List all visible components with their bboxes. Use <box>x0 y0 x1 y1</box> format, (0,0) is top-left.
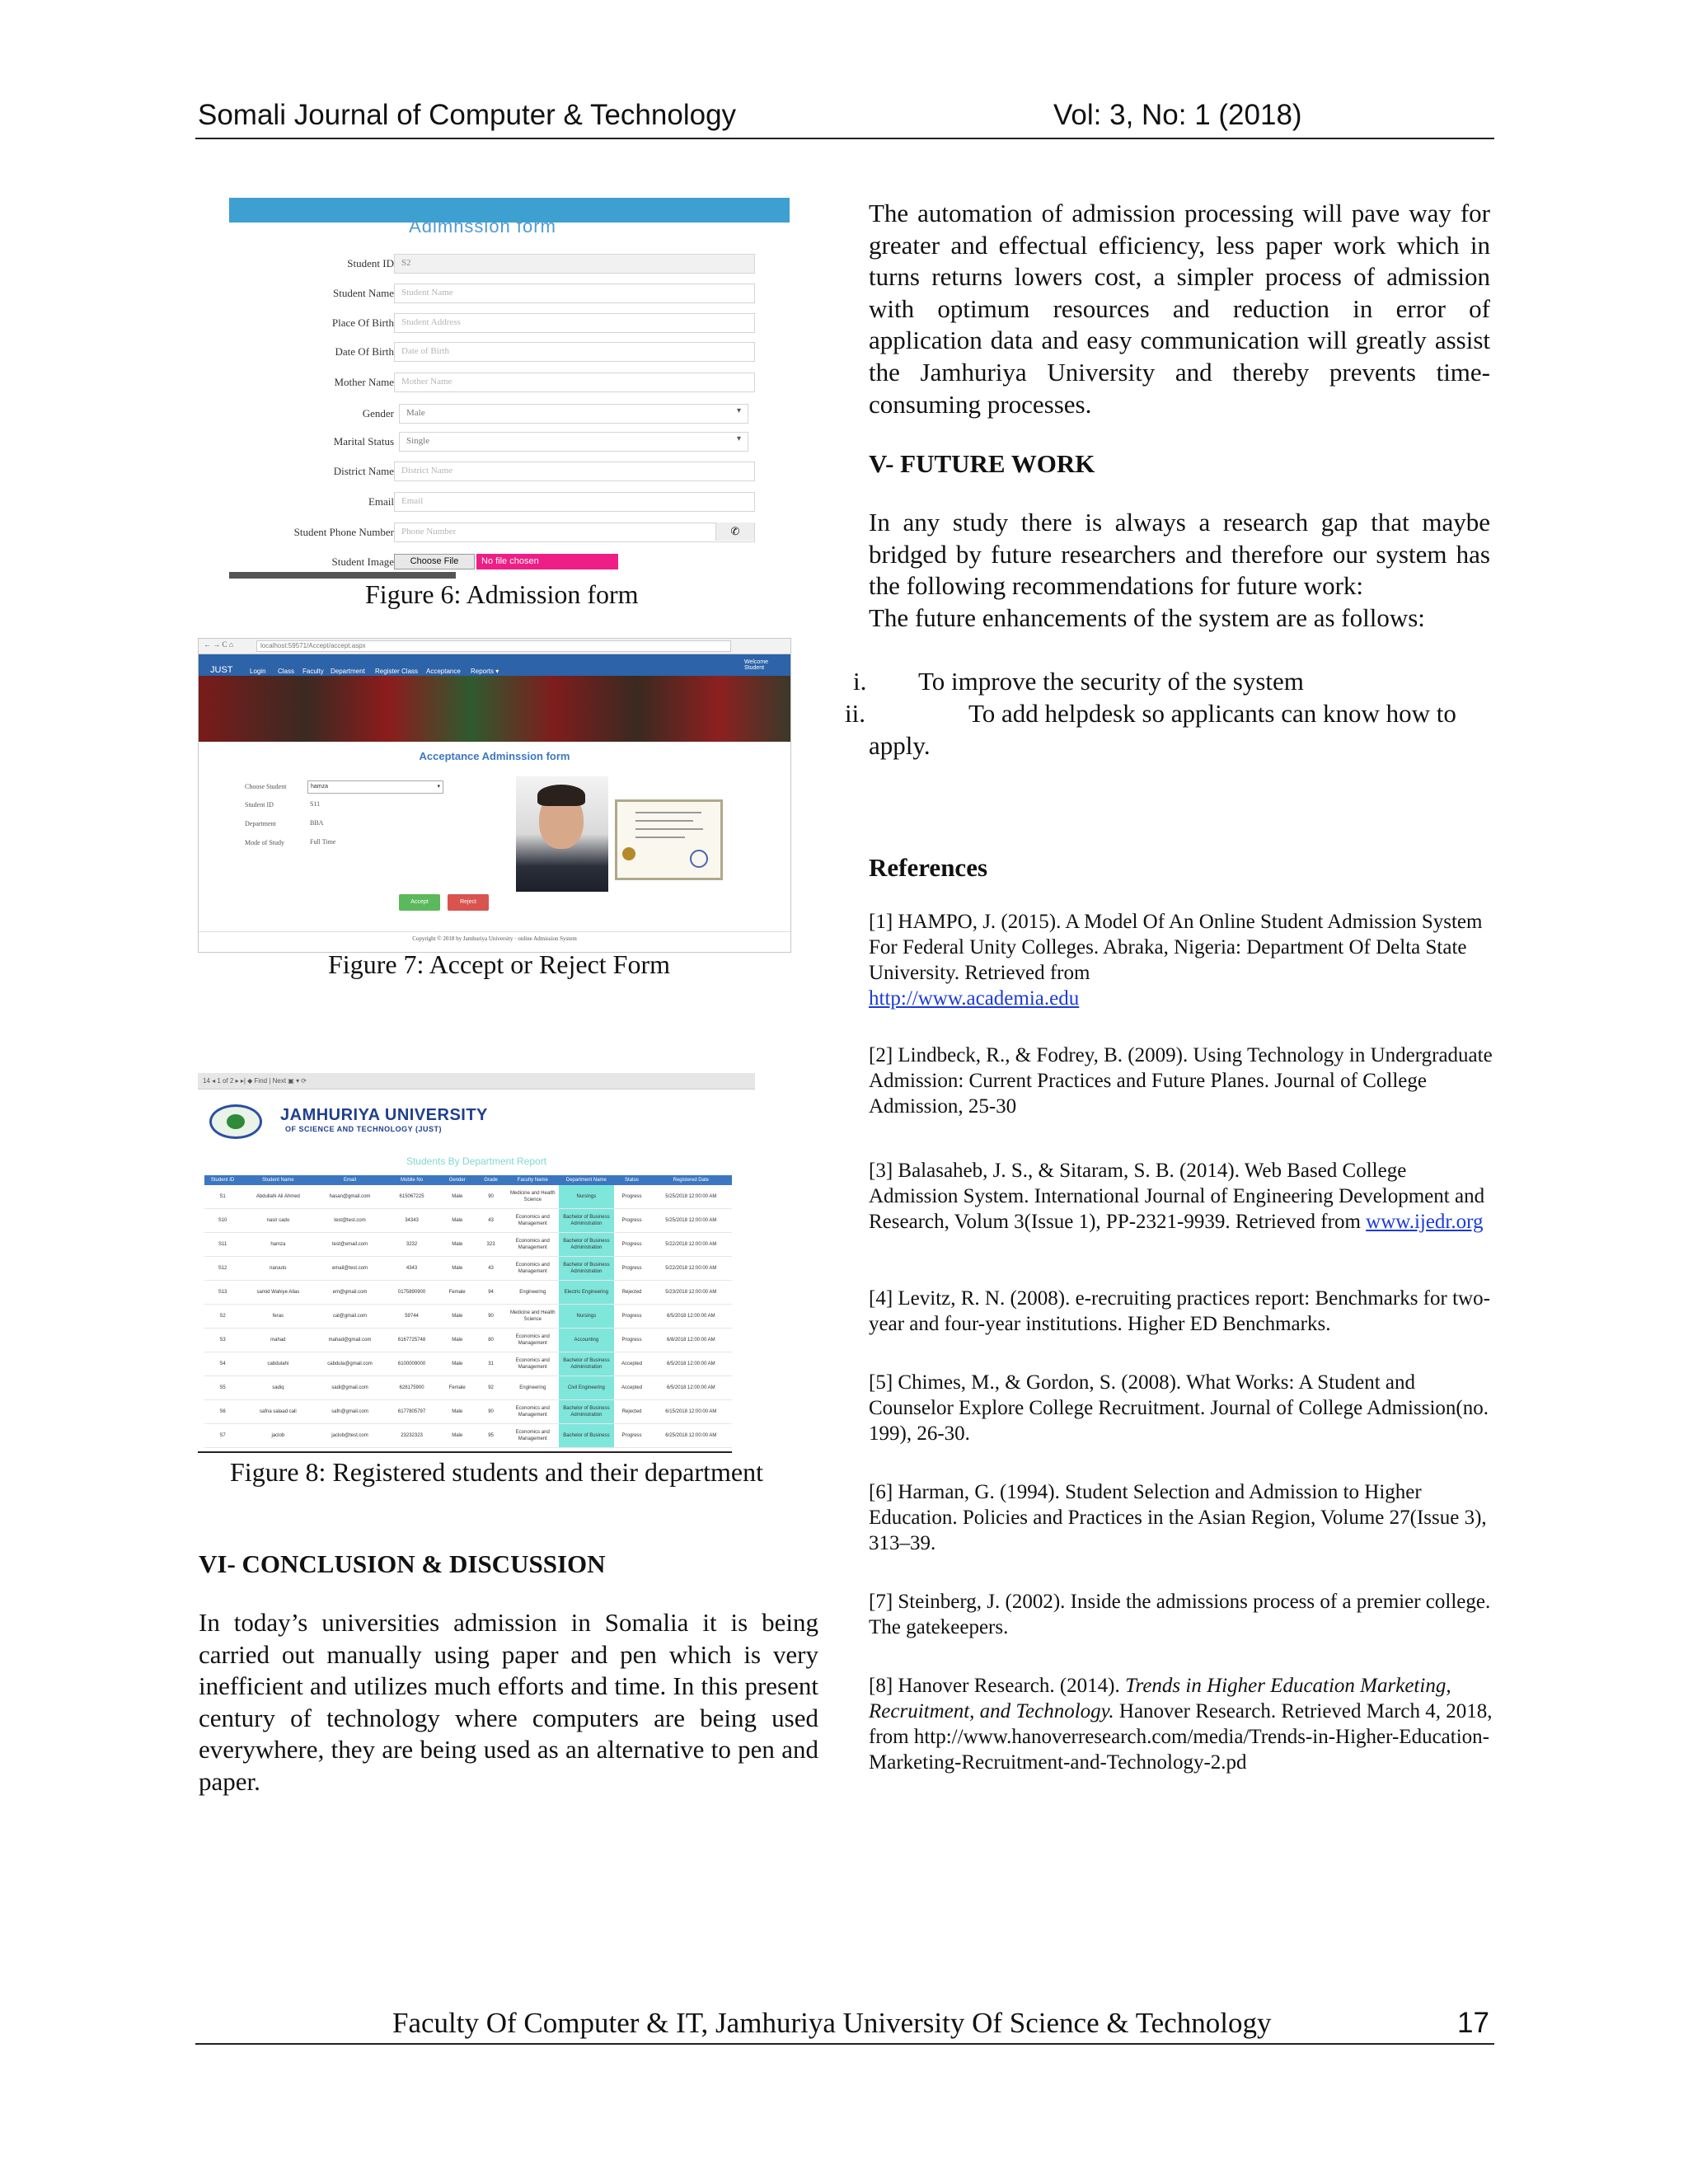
page-number: 17 <box>1457 2007 1489 2039</box>
table-cell: 59744 <box>384 1305 438 1329</box>
table-cell: S3 <box>204 1329 241 1352</box>
table-cell: 90 <box>476 1305 507 1329</box>
hair-shape <box>537 785 585 806</box>
table-cell: Male <box>439 1400 476 1424</box>
table-cell: Male <box>439 1185 476 1209</box>
table-cell: Engineering <box>506 1281 559 1305</box>
field-label: Place Of Birth <box>331 316 394 329</box>
nav-item-class[interactable]: Class <box>278 668 295 675</box>
table-cell: Male <box>439 1257 476 1281</box>
table-cell: Accepted <box>614 1376 650 1400</box>
reference-3 <box>869 1158 1495 1235</box>
field-placeholder: Student Name <box>401 288 453 298</box>
table-cell: feras <box>241 1305 315 1329</box>
table-cell: safna salaad cali <box>241 1400 315 1424</box>
table-cell: 6/5/2018 12:00:00 AM <box>650 1376 732 1400</box>
table-cell: Bachelor of Business Administration <box>559 1233 613 1257</box>
table-cell: S10 <box>204 1209 241 1233</box>
table-cell: Male <box>439 1305 476 1329</box>
table-cell: Rejected <box>614 1400 650 1424</box>
student-photo <box>516 776 608 892</box>
field-place-of-birth <box>229 313 790 335</box>
table-cell: hasan@gmail.com <box>316 1185 385 1209</box>
column-header: Faculty Name <box>506 1175 559 1185</box>
table-cell: S5 <box>204 1376 241 1400</box>
reference-5 <box>869 1370 1495 1446</box>
no-file-status: No file chosen <box>476 554 618 569</box>
field-placeholder: Mother Name <box>401 377 452 387</box>
table-cell: S4 <box>204 1352 241 1376</box>
date-of-birth-input[interactable] <box>394 342 755 362</box>
figure-8-rule <box>198 1451 732 1453</box>
table-cell: Nursings <box>559 1305 613 1329</box>
table-cell: 323 <box>476 1233 507 1257</box>
table-cell: S12 <box>204 1257 241 1281</box>
table-cell: 94 <box>476 1281 507 1305</box>
table-cell: 4343 <box>384 1257 438 1281</box>
field-value: Male <box>406 408 425 418</box>
table-header-row <box>204 1175 732 1185</box>
figure-6-admission-form <box>229 198 790 579</box>
table-cell: mahad <box>241 1329 315 1352</box>
volume-info: Vol: 3, No: 1 (2018) <box>1053 99 1302 131</box>
column-header: Grade <box>476 1175 507 1185</box>
table-cell: cabdula@gmail.com <box>316 1352 385 1376</box>
field-label: Student ID <box>347 257 394 269</box>
list-number: i. <box>853 667 867 696</box>
row-label: Mode of Study <box>245 839 284 846</box>
table-cell: test@test.com <box>316 1209 385 1233</box>
row-label: Choose Student <box>245 783 287 790</box>
field-label: Student Image <box>331 555 394 568</box>
reference-6 <box>869 1479 1495 1556</box>
field-gender <box>229 404 790 425</box>
department-value: BBA <box>310 819 324 827</box>
browser-toolbar <box>199 639 790 654</box>
table-cell: Progress <box>614 1185 650 1209</box>
select-value: hamza <box>311 784 329 790</box>
list-item-1: To improve the security of the system <box>918 667 1304 696</box>
table-body <box>204 1185 732 1448</box>
row-label: Department <box>245 820 276 827</box>
table-cell: jaclob <box>241 1424 315 1448</box>
graduation-banner-image <box>199 676 790 742</box>
field-value: Single <box>406 436 430 446</box>
cert-line <box>635 812 701 813</box>
column-header: Registered Date <box>650 1175 732 1185</box>
table-cell: Economics and Management <box>506 1424 559 1448</box>
table-cell: Female <box>439 1281 476 1305</box>
reference-text: [2] Lindbeck, R., & Fodrey, B. (2009). Using Technology in Undergraduate Admission: Current Practices and Future Planes. Journal of College Admission, 25-30 <box>869 1044 1493 1118</box>
table-cell: Bachelor of Business Administration <box>559 1352 613 1376</box>
acceptance-form-title: Acceptance Adminssion form <box>419 750 570 762</box>
figure-7-accept-reject-form <box>198 638 791 953</box>
table-cell: Economics and Management <box>506 1233 559 1257</box>
table-cell: 6167725748 <box>384 1329 438 1352</box>
list-item-2-continued: apply. <box>869 731 931 760</box>
table-cell: S1 <box>204 1185 241 1209</box>
reference-link[interactable]: www.ijedr.org <box>1366 1211 1484 1233</box>
table-cell: Bachelor of Business <box>559 1424 613 1448</box>
column-header: Mobile No <box>384 1175 438 1185</box>
address-bar[interactable]: localhost:59571/Accept/accept.aspx <box>256 640 731 652</box>
field-email <box>229 492 790 513</box>
table-cell: Accepted <box>614 1352 650 1376</box>
table-row <box>204 1185 732 1209</box>
table-cell: Medicine and Health Science <box>506 1305 559 1329</box>
table-cell: Male <box>439 1233 476 1257</box>
table-cell: Economics and Management <box>506 1400 559 1424</box>
copyright-footer: Copyright © 2018 by Jamhuriya University · online Admission System <box>199 931 790 942</box>
table-cell: Bachelor of Business Administration <box>559 1257 613 1281</box>
reference-text: [8] Hanover Research. (2014). <box>869 1675 1125 1697</box>
intro-paragraph: The automation of admission processing will pave way for greater and effectual efficiency, less paper work which in turns returns lowers cost, a simpler process of admission with optimum resources and reduction in error of application data and easy communication will greatly assist the Jamhuriya University and thereby prevents time-consuming processes. <box>869 199 1490 419</box>
table-row <box>204 1305 732 1329</box>
table-cell: Rejected <box>614 1281 650 1305</box>
email-field[interactable] <box>394 492 755 512</box>
table-cell: Male <box>439 1424 476 1448</box>
table-cell: 6/25/2018 12:00:00 AM <box>650 1424 732 1448</box>
table-row <box>204 1233 732 1257</box>
blue-stamp-icon <box>690 850 708 868</box>
place-of-birth-input[interactable] <box>394 313 755 333</box>
column-header: Department Name <box>559 1175 613 1185</box>
table-cell: Economics and Management <box>506 1257 559 1281</box>
table-cell: 5/22/2018 12:00:00 AM <box>650 1233 732 1257</box>
chevron-down-icon: ▾ <box>736 406 741 415</box>
report-title: Students By Department Report <box>406 1155 547 1167</box>
field-placeholder: Email <box>401 496 424 506</box>
reference-2 <box>869 1043 1495 1119</box>
table-cell: 5/25/2018 12:00:00 AM <box>650 1185 732 1209</box>
table-cell: test@email.com <box>316 1233 385 1257</box>
table-cell: 5/23/2018 12:00:00 AM <box>650 1281 732 1305</box>
table-cell: Bachelor of Business Administration <box>559 1209 613 1233</box>
field-date-of-birth <box>229 342 790 363</box>
field-placeholder: Date of Birth <box>401 346 450 356</box>
list-number: ii. <box>845 699 865 728</box>
figure-6-caption: Figure 6: Admission form <box>365 579 639 609</box>
table-cell: 90 <box>476 1185 507 1209</box>
table-cell: sadi@gmail.com <box>316 1376 385 1400</box>
table-cell: S11 <box>204 1233 241 1257</box>
table-cell: 6/5/2018 12:00:00 AM <box>650 1305 732 1329</box>
field-student-name <box>229 284 790 305</box>
student-id-value: S11 <box>310 800 321 808</box>
column-header: Student Name <box>241 1175 315 1185</box>
table-cell: Progress <box>614 1257 650 1281</box>
table-cell: Accounting <box>559 1329 613 1352</box>
table-cell: Civil Engineering <box>559 1376 613 1400</box>
field-marital-status <box>229 432 790 453</box>
table-cell: Progress <box>614 1329 650 1352</box>
field-district-name <box>229 462 790 483</box>
table-cell: 0175890900 <box>384 1281 438 1305</box>
horizontal-scrollbar[interactable] <box>229 572 456 579</box>
conclusion-heading: VI- CONCLUSION & DISCUSSION <box>199 1549 606 1578</box>
table-cell: 5/22/2018 12:00:00 AM <box>650 1257 732 1281</box>
phone-icon: ✆ <box>715 523 754 541</box>
table-row <box>204 1424 732 1448</box>
table-cell: 6100009000 <box>384 1352 438 1376</box>
chevron-down-icon: ▾ <box>437 784 440 790</box>
table-cell: naruuto <box>241 1257 315 1281</box>
table-row <box>204 1281 732 1305</box>
welcome-label[interactable]: Welcome Student <box>744 659 769 671</box>
mother-name-input[interactable] <box>394 373 755 392</box>
header-rule <box>195 138 1494 139</box>
table-cell: Abdullahi Ali Ahmed <box>241 1185 315 1209</box>
reference-1 <box>869 909 1495 1011</box>
table-cell: Engineering <box>506 1376 559 1400</box>
row-label: Student ID <box>245 801 274 808</box>
field-label: Student Phone Number <box>293 526 394 538</box>
field-label: Marital Status <box>333 435 394 448</box>
student-id-input[interactable] <box>394 254 755 274</box>
table-row <box>204 1257 732 1281</box>
field-student-id <box>229 254 790 275</box>
table-cell: 615067225 <box>384 1185 438 1209</box>
reference-text: [6] Harman, G. (1994). Student Selection and Admission to Higher Education. Policies and Practices in the Asian Region, Volume 27(Issue 3), 313–39. <box>869 1481 1487 1554</box>
future-work-heading: V- FUTURE WORK <box>869 449 1095 478</box>
column-header: Status <box>614 1175 650 1185</box>
table-cell: Economics and Management <box>506 1329 559 1352</box>
reference-8 <box>869 1673 1495 1775</box>
nav-item-register-class[interactable]: Register Class <box>375 668 419 675</box>
table-cell: 5/25/2018 12:00:00 AM <box>650 1209 732 1233</box>
nav-item-login[interactable]: Login <box>250 668 266 675</box>
table-row <box>204 1352 732 1376</box>
list-item-2: To add helpdesk so applicants can know how to <box>968 699 1456 728</box>
table-row <box>204 1209 732 1233</box>
reference-text: [5] Chimes, M., & Gordon, S. (2008). What Works: A Student and Counselor Explore College Recruitment. Journal of College Admission(no. 199), 26-30. <box>869 1371 1489 1445</box>
column-header: Student ID <box>204 1175 241 1185</box>
reject-button[interactable]: Reject <box>448 894 489 911</box>
table-cell: 6/8/2018 12:00:00 AM <box>650 1329 732 1352</box>
logo-emblem <box>227 1114 245 1129</box>
table-cell: Progress <box>614 1305 650 1329</box>
field-value: S2 <box>401 258 411 268</box>
table-cell: Progress <box>614 1233 650 1257</box>
reference-title: Trends in Higher Education Marketing, Recruitment, and Technology. <box>869 1675 1451 1722</box>
table-cell: Male <box>439 1209 476 1233</box>
chevron-down-icon: ▾ <box>736 434 741 443</box>
table-cell: cal@gmail.com <box>316 1305 385 1329</box>
field-phone <box>229 523 790 544</box>
conclusion-paragraph: In today’s universities admission in Somalia it is being carried out manually using paper and pen which is very inefficient and utilizes much efforts and time. In this present century of technology where computers are being used everywhere, they are being used as an alternative to pen and paper. <box>199 1608 818 1796</box>
table-cell: 6177805797 <box>384 1400 438 1424</box>
field-label: Email <box>368 495 394 508</box>
table-cell: safn@gmail.com <box>316 1400 385 1424</box>
table-cell: 90 <box>476 1400 507 1424</box>
table-cell: Bachelor of Business Administration <box>559 1400 613 1424</box>
field-label: Date Of Birth <box>335 345 394 358</box>
figure-7-caption: Figure 7: Accept or Reject Form <box>328 949 671 979</box>
table-cell: 80 <box>476 1329 507 1352</box>
student-name-input[interactable] <box>394 284 755 303</box>
figure-8-caption: Figure 8: Registered students and their department <box>230 1457 763 1487</box>
reference-text: [3] Balasaheb, J. S., & Sitaram, S. B. (2014). Web Based College Admission System. International Journal of Engineering Development and Research, Volum 3(Issue 1), PP-2321-9939. Retrieved from <box>869 1160 1485 1233</box>
nav-item-faculty[interactable]: Faculty <box>302 668 324 675</box>
table-cell: 23232323 <box>384 1424 438 1448</box>
table-cell: 43 <box>476 1257 507 1281</box>
table-cell: mahad@gmail.com <box>316 1329 385 1352</box>
table-cell: Progress <box>614 1209 650 1233</box>
table-cell: 628175900 <box>384 1376 438 1400</box>
table-cell: sadiq <box>241 1376 315 1400</box>
reference-7 <box>869 1589 1495 1640</box>
students-table <box>204 1175 732 1448</box>
field-label: Gender <box>362 407 394 419</box>
table-cell: Male <box>439 1352 476 1376</box>
future-work-paragraph: In any study there is always a research gap that maybe bridged by future researchers and therefore our system has the following recommendations for future work: <box>869 508 1490 601</box>
reference-text: [4] Levitz, R. N. (2008). e-recruiting practices report: Benchmarks for two-year and four-year institutions. Higher ED Benchmarks. <box>869 1287 1490 1335</box>
table-cell: jaclob@test.com <box>316 1424 385 1448</box>
university-name: JAMHURIYA UNIVERSITY <box>280 1106 488 1124</box>
future-work-paragraph-2: The future enhancements of the system are as follows: <box>869 603 1425 632</box>
certificate-image <box>615 799 723 880</box>
figure-8-student-report <box>198 1073 755 1454</box>
table-cell: em@gmail.com <box>316 1281 385 1305</box>
table-cell: Medicine and Health Science <box>506 1185 559 1209</box>
table-row <box>204 1329 732 1352</box>
cert-line <box>635 828 703 830</box>
table-row <box>204 1376 732 1400</box>
university-logo <box>209 1104 262 1139</box>
gold-seal-icon <box>622 847 635 860</box>
choose-file-button[interactable]: Choose File <box>394 554 475 569</box>
footer-rule <box>195 2043 1494 2045</box>
field-mother-name <box>229 373 790 394</box>
field-placeholder: Phone Number <box>401 527 457 537</box>
table-cell: 34343 <box>384 1209 438 1233</box>
table-cell: 6/5/2018 12:00:00 AM <box>650 1352 732 1376</box>
cert-line <box>635 820 693 822</box>
field-label: Mother Name <box>334 376 394 388</box>
mode-of-study-value: Full Time <box>310 838 336 846</box>
table-cell: Progress <box>614 1424 650 1448</box>
reference-text: Hanover Research. Retrieved March 4, 2018, from http://www.hanoverresearch.com/media/Trends-in-Higher-Education-Marketing-Recruitment-and-Technology-2.pd <box>869 1700 1493 1774</box>
table-cell: nasir cado <box>241 1209 315 1233</box>
table-cell: 95 <box>476 1424 507 1448</box>
table-cell: Male <box>439 1329 476 1352</box>
university-subtitle: OF SCIENCE AND TECHNOLOGY (JUST) <box>285 1125 443 1133</box>
reference-4 <box>869 1286 1495 1337</box>
table-cell: 92 <box>476 1376 507 1400</box>
table-cell: Electric Engineering <box>559 1281 613 1305</box>
accept-button[interactable]: Accept <box>399 894 440 911</box>
table-cell: S2 <box>204 1305 241 1329</box>
report-viewer-toolbar[interactable]: 14 ◂ 1 of 2 ▸ ▸| ◆ Find | Next ▣ ▾ ⟳ <box>198 1073 755 1090</box>
reference-link[interactable]: http://www.academia.edu <box>869 987 1080 1010</box>
table-cell: S13 <box>204 1281 241 1305</box>
table-cell: 3232 <box>384 1233 438 1257</box>
table-cell: Nursings <box>559 1185 613 1209</box>
marital-status-select[interactable] <box>399 432 748 452</box>
table-cell: 43 <box>476 1209 507 1233</box>
table-cell: samid Wahiye Allas <box>241 1281 315 1305</box>
reference-text: [7] Steinberg, J. (2002). Inside the admissions process of a premier college. The gatekeepers. <box>869 1591 1491 1638</box>
nav-item-department[interactable]: Department <box>331 668 365 675</box>
table-cell: cabdulahi <box>241 1352 315 1376</box>
reference-text: [1] HAMPO, J. (2015). A Model Of An Online Student Admission System For Federal Unity Colleges. Abraka, Nigeria: Department Of Delta State University. Retrieved from <box>869 911 1483 984</box>
column-header: Gender <box>439 1175 476 1185</box>
table-cell: 31 <box>476 1352 507 1376</box>
district-name-input[interactable] <box>394 462 755 481</box>
table-cell: Economics and Management <box>506 1352 559 1376</box>
table-cell: email@test.com <box>316 1257 385 1281</box>
footer-faculty: Faculty Of Computer & IT, Jamhuriya University Of Science & Technology <box>392 2007 1272 2039</box>
nav-item-acceptance[interactable]: Acceptance <box>426 668 461 675</box>
table-cell: Female <box>439 1376 476 1400</box>
table-cell: 6/15/2018 12:00:00 AM <box>650 1400 732 1424</box>
table-cell: S6 <box>204 1400 241 1424</box>
form-title: Adimnssion form <box>409 216 556 237</box>
column-header: Email <box>316 1175 385 1185</box>
choose-student-select[interactable] <box>307 780 443 794</box>
phone-number-input[interactable] <box>394 523 755 542</box>
gender-select[interactable] <box>399 404 748 424</box>
field-label: District Name <box>333 465 394 477</box>
field-placeholder: Student Address <box>401 317 461 327</box>
journal-title: Somali Journal of Computer & Technology <box>198 99 737 131</box>
table-cell: Economics and Management <box>506 1209 559 1233</box>
browser-nav-icons: ← → C ⌂ <box>204 640 234 649</box>
field-label: Student Name <box>332 287 394 299</box>
references-heading: References <box>869 853 988 882</box>
table-cell: hamza <box>241 1233 315 1257</box>
brand-logo[interactable]: JUST <box>210 665 233 675</box>
nav-item-reports[interactable]: Reports ▾ <box>471 668 499 675</box>
cert-line <box>635 837 685 838</box>
table-row <box>204 1400 732 1424</box>
table-cell: S7 <box>204 1424 241 1448</box>
field-placeholder: District Name <box>401 466 453 476</box>
